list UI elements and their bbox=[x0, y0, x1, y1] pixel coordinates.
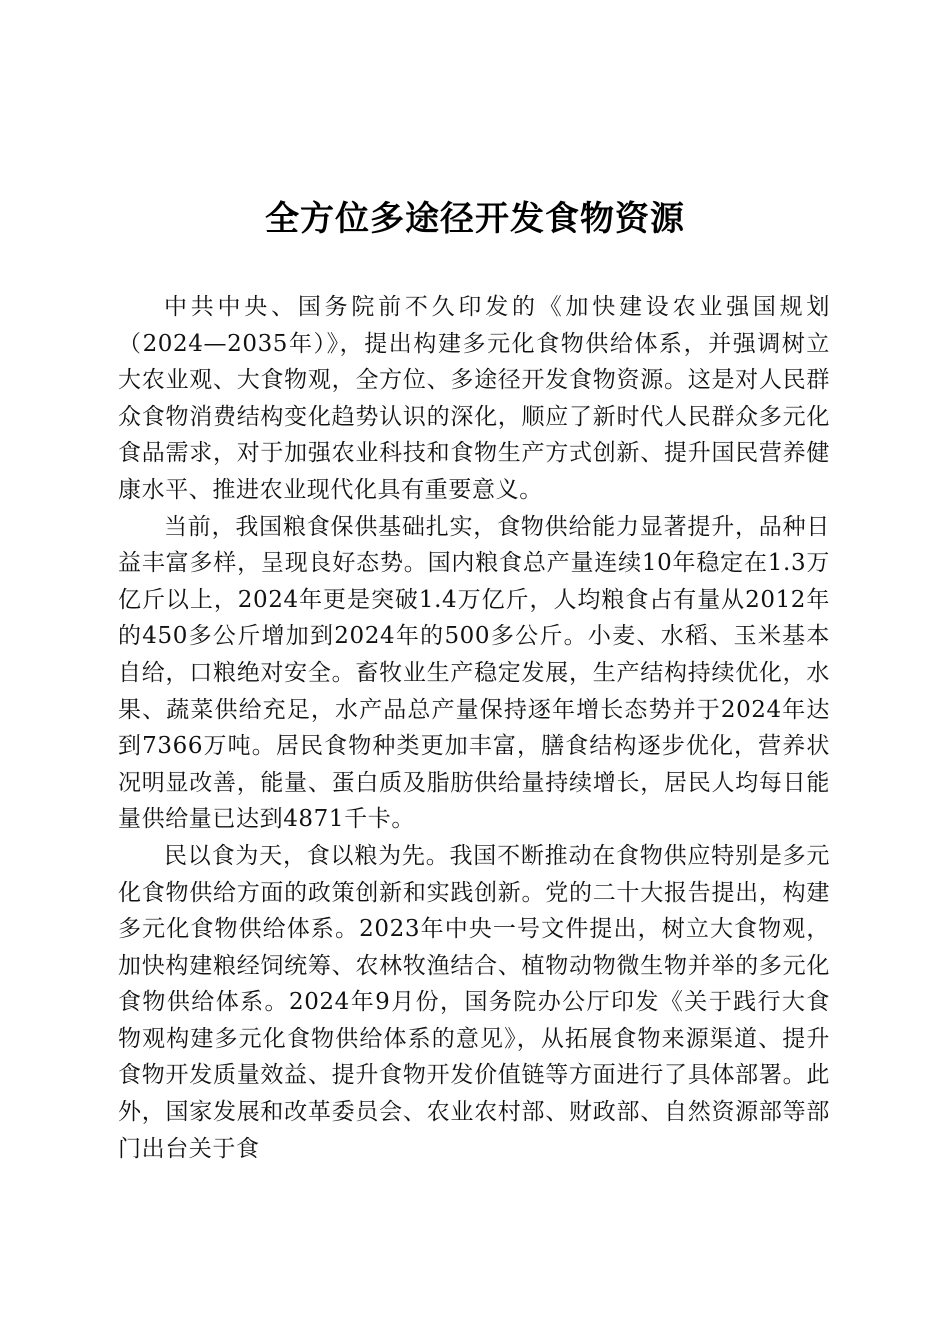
document-body bbox=[118, 289, 830, 1167]
document-title: 全方位多途径开发食物资源 bbox=[265, 199, 685, 239]
paragraph-1: 中共中央、国务院前不久印发的《加快建设农业强国规划（2024—2035年）》，提出构建多元化食物供给体系，并强调树立大农业观、大食物观，全方位、多途径开发食物资源。这是对人民群众食物消费结构变化趋势认识的深化，顺应了新时代人民群众多元化食品需求，对于加强农业科技和食物生产方式创新、提升国民营养健康水平、推进农业现代化具有重要意义。 bbox=[118, 294, 830, 503]
paragraph-2: 当前，我国粮食保供基础扎实，食物供给能力显著提升，品种日益丰富多样，呈现良好态势。国内粮食总产量连续10年稳定在1.3万亿斤以上，2024年更是突破1.4万亿斤，人均粮食占有量从2012年的450多公斤增加到2024年的500多公斤。小麦、水稻、玉米基本自给，口粮绝对安全。畜牧业生产稳定发展，生产结构持续优化，水果、蔬菜供给充足，水产品总产量保持逐年增长态势并于2024年达到7366万吨。居民食物种类更加丰富，膳食结构逐步优化，营养状况明显改善，能量、蛋白质及脂肪供给量持续增长，居民人均每日能量供给量已达到4871千卡。 bbox=[118, 513, 830, 833]
paragraph-3: 民以食为天，食以粮为先。我国不断推动在食物供应特别是多元化食物供给方面的政策创新和实践创新。党的二十大报告提出，构建多元化食物供给体系。2023年中央一号文件提出，树立大食物观，加快构建粮经饲统筹、农林牧渔结合、植物动物微生物并举的多元化食物供给体系。2024年9月份，国务院办公厅印发《关于践行大食物观构建多元化食物供给体系的意见》，从拓展食物来源渠道、提升食物开发质量效益、提升食物开发价值链等方面进行了具体部署。此外，国家发展和改革委员会、农业农村部、财政部、自然资源部等部门出台关于食 bbox=[118, 842, 830, 1162]
